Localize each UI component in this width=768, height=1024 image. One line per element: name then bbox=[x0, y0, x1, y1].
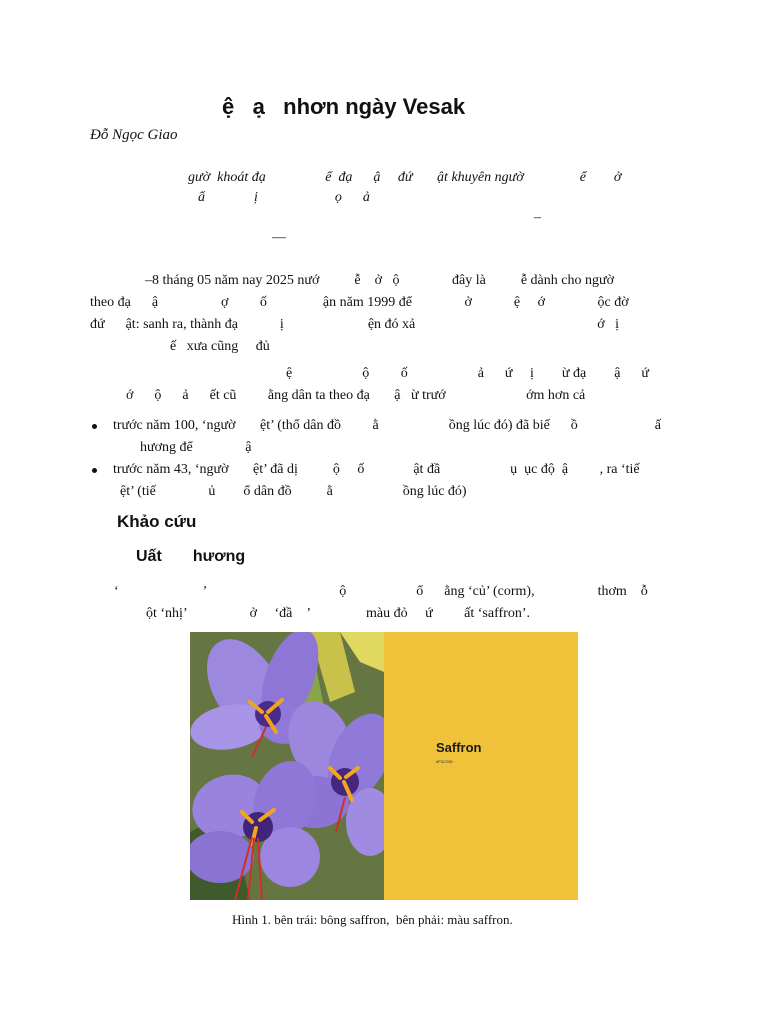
epigraph-line-3: – bbox=[534, 210, 541, 225]
figure-saffron bbox=[190, 632, 578, 900]
paragraph-1-line-3: đứ ật: sanh ra, thành đạ ị ện đó xả ớ ị bbox=[90, 317, 620, 332]
heading-uat-huong: Uất hương bbox=[136, 548, 246, 565]
page-title: ệ ạ nhơn ngày Vesak bbox=[222, 94, 466, 119]
bullet-1-line-1: trước năm 100, ‘ngườ ệt’ (thổ dân đồ ằ ồng lúc đó) đã biế ồ ấ bbox=[113, 418, 662, 433]
saffron-color-swatch bbox=[384, 632, 578, 900]
epigraph-line-1: gườ khoát đạ ể đạ ậ đứ ật khuyên ngườ ể ở bbox=[188, 170, 622, 185]
heading-khao-cuu: Khảo cứu bbox=[117, 512, 197, 531]
epigraph-line-4: — bbox=[272, 230, 286, 245]
swatch-title: Saffron bbox=[436, 740, 482, 755]
paragraph-3-line-1: ‘ ’ ộ ổ ằng ‘củ’ (corm), thơm ỗ bbox=[114, 584, 648, 599]
bullet-2-line-1: trước năm 43, ‘ngườ ệt’ đã dị ộ ố ật đầ ụ ục độ ậ , ra ‘tiế bbox=[113, 462, 640, 477]
paragraph-1-line-2: theo đạ ậ ợ ố ận năm 1999 để ở ệ ớ ộc đờ bbox=[90, 295, 629, 310]
paragraph-1-line-1: –8 tháng 05 năm nay 2025 nướ ễ ở ộ đây là ễ dành cho ngườ bbox=[145, 273, 614, 288]
bullet-2-line-2: ệt’ (tiế ủ ổ dân đồ ằ ồng lúc đó) bbox=[120, 484, 467, 499]
paragraph-2-line-2: ớ ộ ả ết cũ ằng dân ta theo đạ ậ ừ trướ ớm hơn cả bbox=[126, 388, 586, 403]
swatch-code: #F5C238 bbox=[436, 759, 453, 764]
paragraph-2-line-1: ệ ộ ố ả ứ ị ừ đạ ậ ứ bbox=[286, 366, 650, 381]
bullet-dot bbox=[92, 424, 97, 429]
author-name: Đỗ Ngọc Giao bbox=[90, 127, 178, 143]
saffron-flower-photo bbox=[190, 632, 384, 900]
bullet-1-line-2: hương để ậ bbox=[140, 440, 252, 455]
paragraph-1-line-4: ế xưa cũng đủ bbox=[170, 339, 270, 354]
epigraph-line-2: ẩ ị ọ ả bbox=[198, 190, 370, 205]
bullet-dot bbox=[92, 468, 97, 473]
paragraph-3-line-2: ột ‘nhị’ ở ‘đầ ’ màu đỏ ứ ất ‘saffron’. bbox=[146, 606, 530, 621]
figure-caption: Hình 1. bên trái: bông saffron, bên phải: màu saffron. bbox=[232, 912, 513, 927]
